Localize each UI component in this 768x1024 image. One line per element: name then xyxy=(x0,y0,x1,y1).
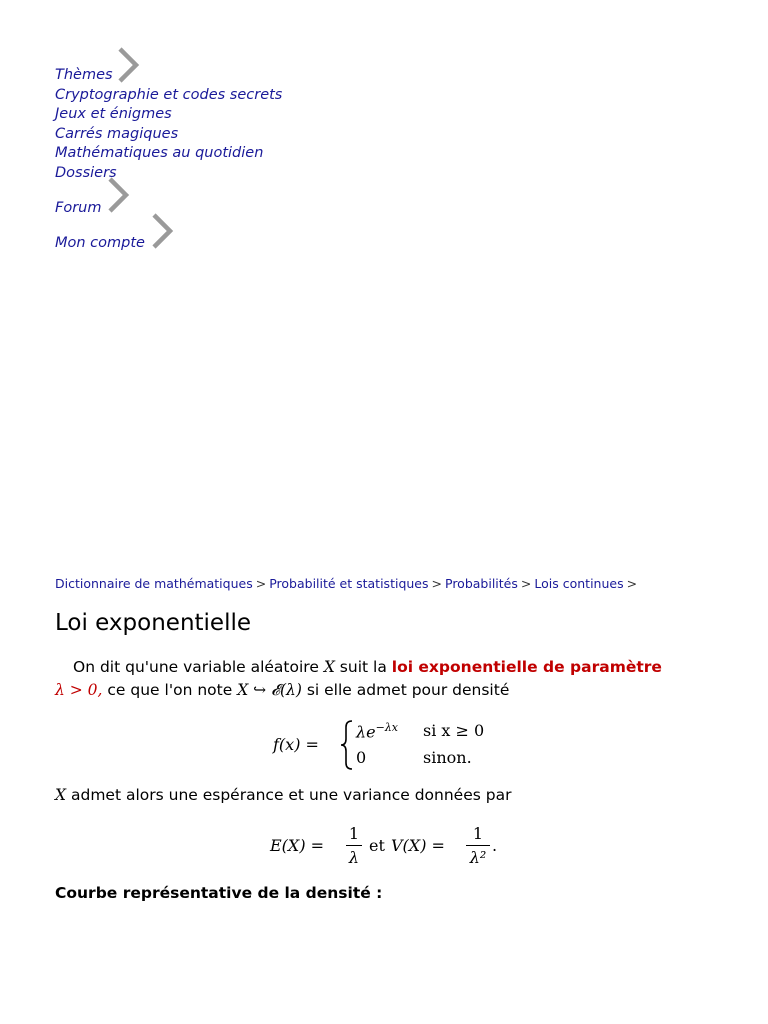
intro-text: ce que l'on note xyxy=(107,681,233,699)
intro-text: suit la xyxy=(339,658,387,676)
density-case-2: 0 xyxy=(356,748,367,767)
notation: X ↪ 𝓔(λ) xyxy=(237,681,302,699)
breadcrumb-link[interactable]: Probabilité et statistiques xyxy=(269,576,429,591)
fraction-denominator: λ xyxy=(348,848,360,867)
breadcrumb-separator: > xyxy=(431,576,442,591)
fraction-numerator: 1 xyxy=(348,824,360,843)
moments-paragraph xyxy=(55,786,511,804)
nav-link-cryptographie[interactable]: Cryptographie et codes secrets xyxy=(55,87,283,103)
nav-item-compte[interactable] xyxy=(55,232,145,251)
nav-link-forum[interactable]: Forum xyxy=(55,200,102,216)
density-cond-2: sinon. xyxy=(423,748,472,767)
chevron-right-icon[interactable] xyxy=(105,176,131,214)
nav-link-compte[interactable]: Mon compte xyxy=(55,235,145,251)
breadcrumb-separator: > xyxy=(255,576,267,591)
nav-item-cryptographie[interactable] xyxy=(55,84,282,103)
brace-icon xyxy=(339,719,355,775)
density-lhs: f(x) = xyxy=(273,735,319,754)
definition-highlight: loi exponentielle de paramètre xyxy=(391,658,662,676)
nav-item-forum[interactable] xyxy=(55,197,102,216)
case1-exponent: −λx xyxy=(375,721,399,734)
fraction-denominator: λ² xyxy=(469,848,487,867)
page-title: Loi exponentielle xyxy=(55,610,252,636)
breadcrumb xyxy=(55,576,640,591)
variance-fraction xyxy=(466,824,490,867)
nav-link-dossiers[interactable]: Dossiers xyxy=(55,165,117,181)
variable-x: X xyxy=(55,786,67,804)
variance-lhs: V(X) = xyxy=(391,836,445,855)
nav-item-themes[interactable] xyxy=(55,64,113,83)
nav-link-jeux[interactable]: Jeux et énigmes xyxy=(55,106,172,122)
case1-expr: λe xyxy=(356,722,376,742)
formula-period: . xyxy=(492,836,498,855)
breadcrumb-link[interactable]: Lois continues xyxy=(534,576,624,591)
parameter-lambda: λ > 0, xyxy=(55,681,103,699)
nav-item-carres[interactable] xyxy=(55,123,178,142)
density-case-1 xyxy=(356,721,398,741)
nav-link-carres[interactable]: Carrés magiques xyxy=(55,126,179,142)
chevron-right-icon[interactable] xyxy=(115,46,141,84)
definition-paragraph xyxy=(55,656,720,702)
expectation-lhs: E(X) = xyxy=(270,836,325,855)
nav-link-quotidien[interactable]: Mathématiques au quotidien xyxy=(55,145,264,161)
variable-x: X xyxy=(323,658,335,676)
expectation-fraction xyxy=(346,824,362,867)
breadcrumb-link[interactable]: Dictionnaire de mathématiques xyxy=(55,576,253,591)
nav-item-quotidien[interactable] xyxy=(55,142,263,161)
section-heading: Courbe représentative de la densité : xyxy=(55,884,383,902)
nav-link-themes[interactable]: Thèmes xyxy=(55,67,113,83)
fraction-numerator: 1 xyxy=(472,824,484,843)
intro-text: si elle admet pour densité xyxy=(306,681,510,699)
connector-et: et xyxy=(369,836,385,855)
nav-item-jeux[interactable] xyxy=(55,103,172,122)
density-cond-1: si x ≥ 0 xyxy=(423,721,485,740)
chevron-right-icon[interactable] xyxy=(149,212,175,250)
breadcrumb-separator: > xyxy=(626,576,638,591)
moments-text: admet alors une espérance et une variance données par xyxy=(70,786,512,804)
intro-text: On dit qu'une variable aléatoire xyxy=(73,658,319,676)
breadcrumb-link[interactable]: Probabilités xyxy=(445,576,518,591)
breadcrumb-separator: > xyxy=(520,576,532,591)
